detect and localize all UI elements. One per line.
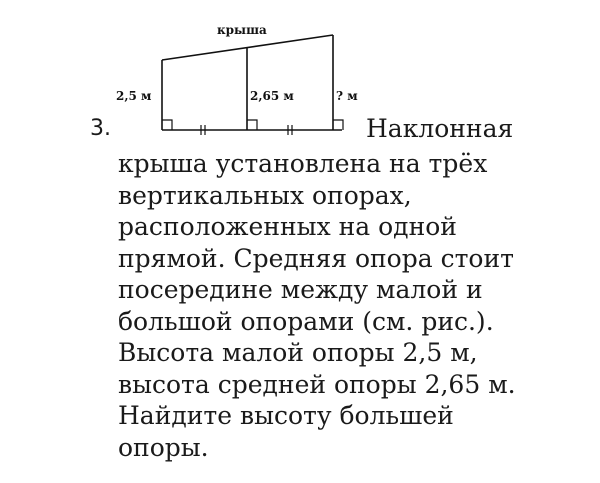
roof-diagram [100,18,370,143]
problem-text [118,148,516,463]
problem-text-line-6: посередине между малой и [118,275,483,304]
problem-number: 3. [90,116,111,141]
roof-label: крыша [217,23,267,37]
right-angle-mark-middle [247,120,257,130]
large-support-label: ? м [336,89,358,103]
problem-text-line-10: Найдите высоту большей [118,401,454,430]
problem-text-line-9: высота средней опоры 2,65 м. [118,369,516,399]
small-support-label: 2,5 м [116,89,152,103]
problem-text-line-3: вертикальных опорах, [118,180,412,210]
problem-text-line-11: опоры. [118,432,209,462]
problem-text-line-1: Наклонная [366,114,514,143]
problem-text-line-5: прямой. Средняя опора стоит [118,243,514,273]
problem-text-line-2: крыша установлена на трёх [118,149,488,178]
right-angle-mark-large [333,120,343,130]
roof-supports-figure [100,18,370,143]
middle-support-label: 2,65 м [250,89,294,103]
right-angle-mark-small [162,120,172,130]
problem-text-line-7: большой опорами (см. рис.). [118,306,494,336]
problem-text-line-8: Высота малой опоры 2,5 м, [118,338,478,367]
problem-text-line-4: расположенных на одной [118,212,457,241]
